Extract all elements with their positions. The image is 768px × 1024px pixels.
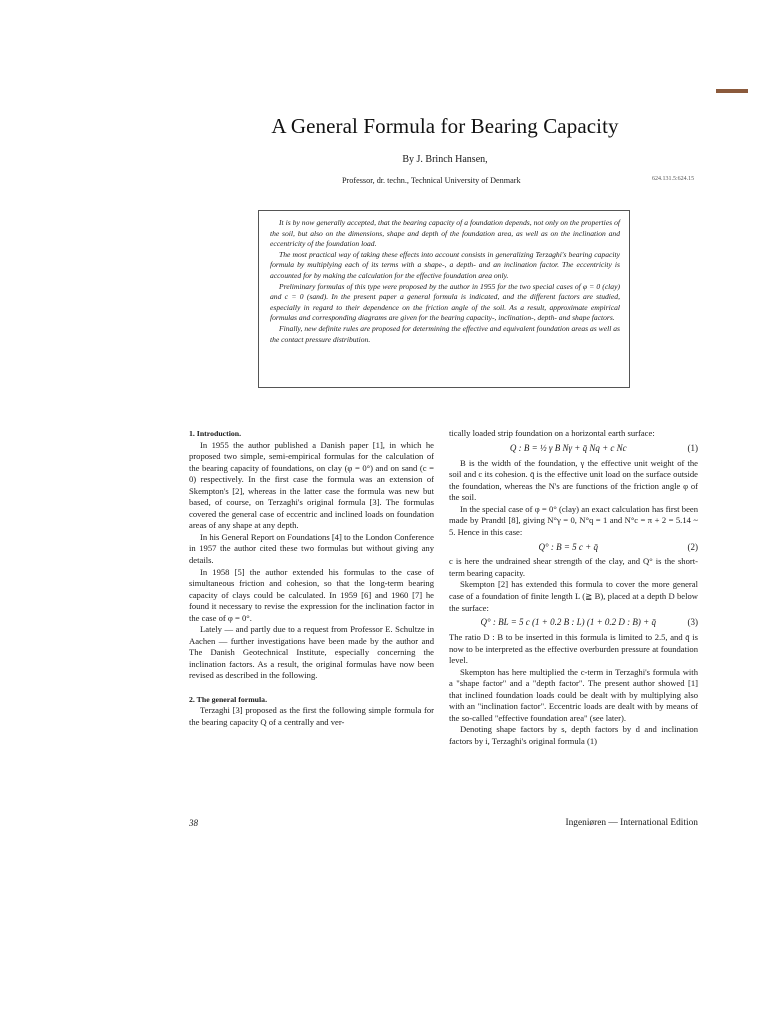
equation-expression: Q° : B = 5 c + q̄ <box>538 541 598 552</box>
equation-number: (3) <box>687 617 698 628</box>
right-column <box>449 428 698 748</box>
equation-expression: Q° : BL = 5 c (1 + 0.2 B : L) (1 + 0.2 D : B) + q̄ <box>480 617 656 628</box>
section-heading-introduction: 1. Introduction. <box>189 429 242 438</box>
body-paragraph: In 1958 [5] the author extended his formulas to the case of simultaneous friction and cohesion, so that the long-term bearing capacity of clays could be calculated. In 1959 [6] and 1960 [7] he found it necessary to revise the expression for the inclination factor in the case of φ = 0°. <box>189 566 434 623</box>
body-paragraph: In his General Report on Foundations [4] to the London Conference in 1957 the author cited these two formulas but without giving any details. <box>189 531 434 566</box>
body-paragraph: Denoting shape factors by s, depth factors by d and inclination factors by i, Terzaghi's original formula (1) <box>449 724 698 747</box>
equation-expression: Q : B = ½ γ B Nγ + q̄ Nq + c Nc <box>509 442 627 453</box>
author-line: By J. Brinch Hansen, <box>402 154 488 165</box>
abstract-box <box>258 210 630 388</box>
paper-title: A General Formula for Bearing Capacity <box>271 114 619 138</box>
body-paragraph: Lately — and partly due to a request from Professor E. Schultze in Aachen — further investigations have been made by the author and The Danish Geotechnical Institute, especially concerning the inclination factors. As a result, the original formulas have now been revised as described in the following. <box>189 624 434 681</box>
body-paragraph: In 1955 the author published a Danish paper [1], in which he proposed two simple, semi-empirical formulas for the calculation of the bearing capacity of foundations, on clay (φ = 0°) and on sand (c = 0) respectively. In the first case the formula was an extension of Skempton's [2], whereas in the latter case the formula was new but based, of course, on Terzaghi's original formula [3]. The formulas covered the general case of eccentric and inclined loads on foundation areas of any shape at any depth. <box>189 439 434 531</box>
margin-tab-mark <box>716 89 748 93</box>
page-number: 38 <box>189 818 198 828</box>
abstract-paragraph: The most practical way of taking these effects into account consists in generalizing Terzaghi's bearing capacity formula by multiplying each of its terms with a shape-, a depth- and an inclination factor. The eccentricity is accounted for by making the calculation for the effective foundation area only. <box>270 249 620 280</box>
body-paragraph: B is the width of the foundation, γ the effective unit weight of the soil and c its cohesion. q̄ is the effective unit load on the surface outside the foundation, whereas the N's are functions of the friction angle φ of the soil. <box>449 457 698 503</box>
body-paragraph: Terzaghi [3] proposed as the first the following simple formula for the bearing capacity Q of a centrally and ver- <box>189 705 434 727</box>
affiliation: Professor, dr. techn., Technical University of Denmark <box>342 176 521 185</box>
body-paragraph: Skempton has here multiplied the c-term in Terzaghi's formula with a "shape factor" and a "depth factor". The present author showed [1] that inclined foundation loads could be dealt with by multiplying also with an "inclination factor". Eccentric loads are dealt with by means of the so-called "effective foundation area" (see later). <box>449 666 698 723</box>
equation-2 <box>449 538 698 556</box>
body-paragraph: c is here the undrained shear strength of the clay, and Q° is the short-term bearing capacity. <box>449 556 698 578</box>
abstract-paragraph: Preliminary formulas of this type were proposed by the author in 1955 for the two special cases of φ = 0 (clay) and c = 0 (sand). In the present paper a general formula is indicated, and the different factors are studied, especially in regard to their dependence on the friction angle of the soil. As a result, approximate empirical formulas and corresponding diagrams are given for the bearing capacity-, inclination-, depth- and shape factors. <box>270 281 620 323</box>
journal-name: Ingeniøren — International Edition <box>565 818 698 828</box>
left-column <box>189 428 434 728</box>
equation-number: (2) <box>687 541 698 552</box>
body-paragraph: In the special case of φ = 0° (clay) an exact calculation has first been made by Prandtl [8], giving N°γ = 0, N°q = 1 and N°c = π + 2 = 5.14 ~ 5. Hence in this case: <box>449 503 698 537</box>
equation-number: (1) <box>687 442 698 453</box>
body-paragraph: tically loaded strip foundation on a horizontal earth surface: <box>449 428 655 438</box>
equation-3 <box>449 614 698 632</box>
abstract-paragraph: It is by now generally accepted, that the bearing capacity of a foundation depends, not only on the properties of the soil, but also on the dimensions, shape and depth of the foundation area, as well as on the inclination and eccentricity of the foundation load. <box>270 218 620 249</box>
body-paragraph: Skempton [2] has extended this formula to cover the more general case of a foundation of finite length L (≧ B), placed at a depth D below the surface: <box>449 579 698 613</box>
equation-1 <box>449 440 698 458</box>
body-paragraph: The ratio D : B to be inserted in this formula is limited to 2.5, and q̄ is now to be interpreted as the effective overburden pressure at foundation level. <box>449 632 698 666</box>
udc-code: 624.131.5:624.15 <box>652 176 695 182</box>
abstract-paragraph: Finally, new definite rules are proposed for determining the effective and equivalent foundation areas as well as the contact pressure distribution. <box>270 323 620 344</box>
section-heading-general-formula: 2. The general formula. <box>189 694 268 704</box>
